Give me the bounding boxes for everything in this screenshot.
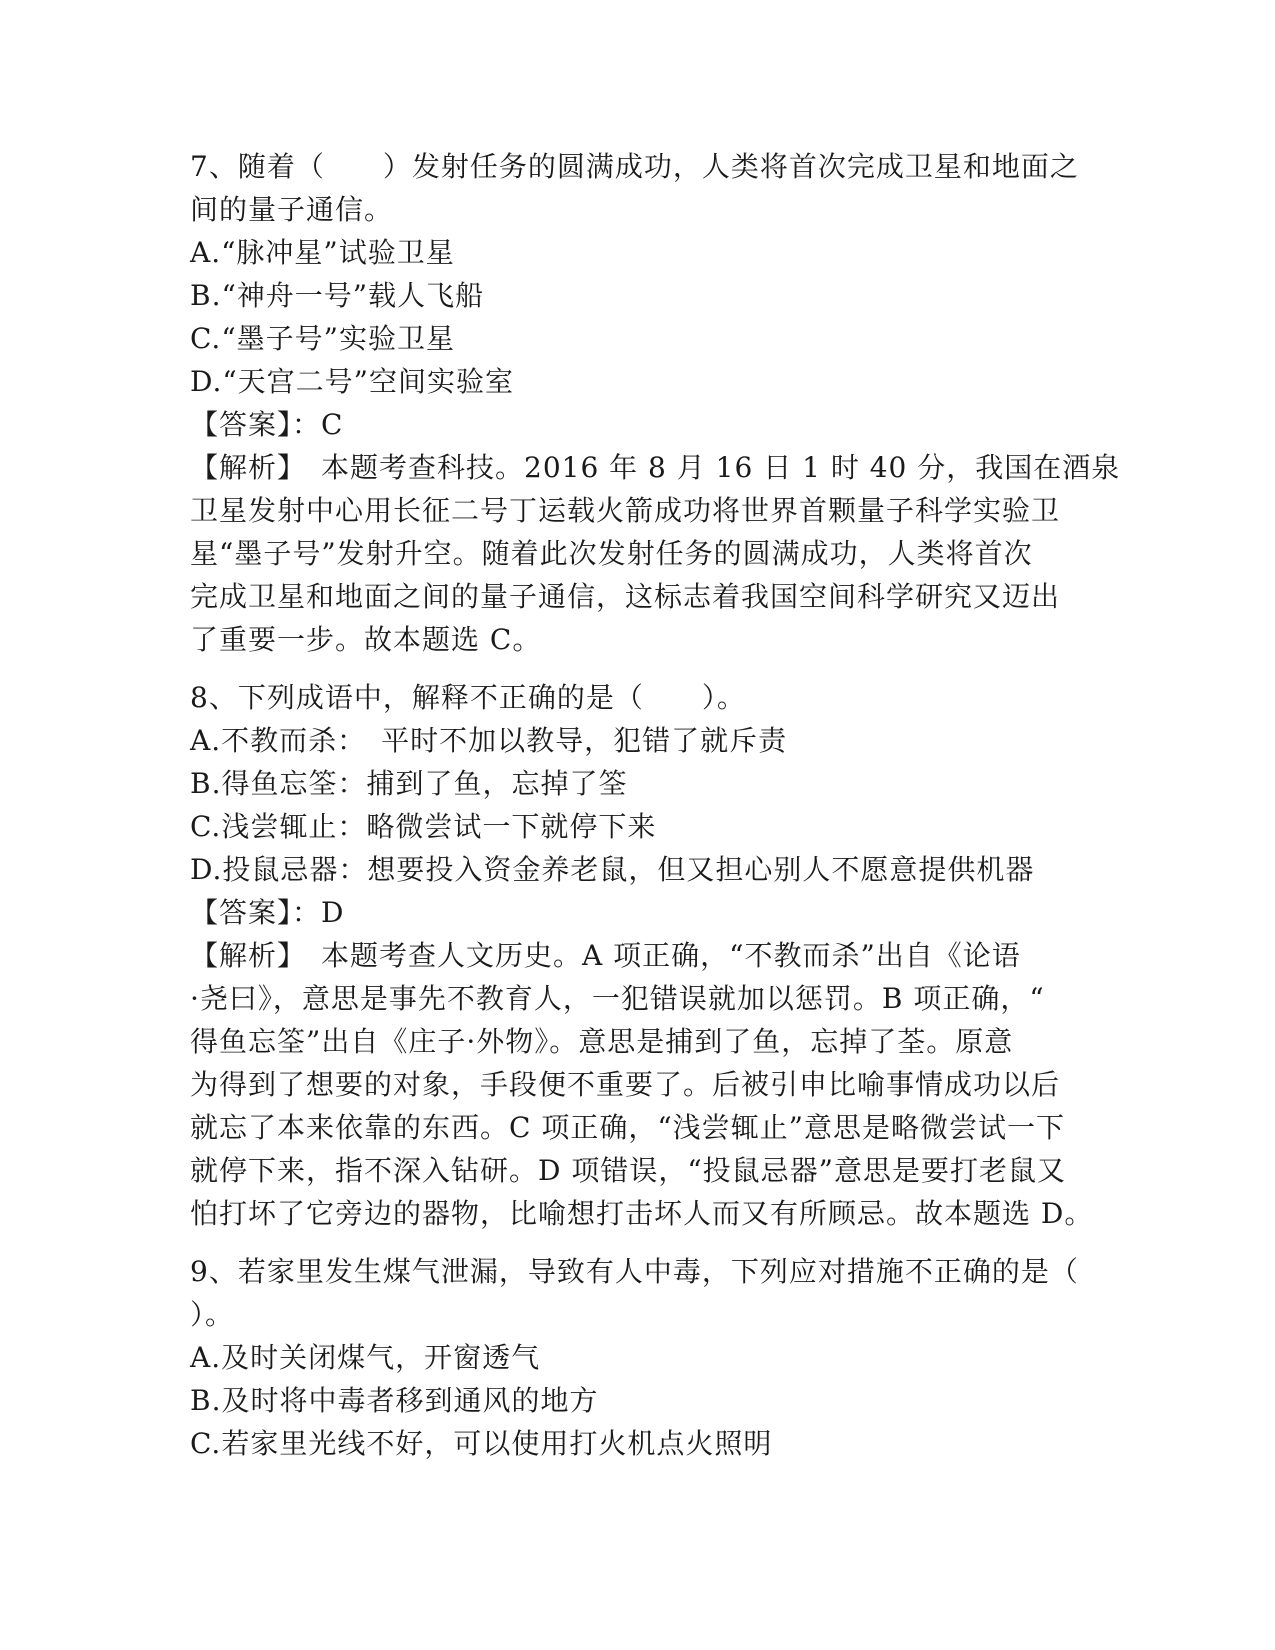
question-8 — [190, 676, 1094, 1235]
analysis-line: 怕打坏了它旁边的器物，比喻想打击坏人而又有所顾忌。故本题选 D。 — [190, 1197, 1094, 1230]
option-c: C.“墨子号”实验卫星 — [190, 322, 455, 355]
analysis-line: 了重要一步。故本题选 C。 — [190, 623, 542, 656]
analysis-line: 星“墨子号”发射升空。随着此次发射任务的圆满成功，人类将首次 — [190, 537, 1033, 570]
option-a: A.不教而杀： 平时不加以教导，犯错了就斥责 — [190, 724, 788, 757]
option-a: A.及时关闭煤气，开窗透气 — [190, 1341, 541, 1374]
analysis-line: 【解析】 本题考查科技。2016 年 8 月 16 日 1 时 40 分，我国在酒泉 — [190, 451, 1121, 484]
analysis-line: 就停下来，指不深入钻研。D 项错误，“投鼠忌器”意思是要打老鼠又 — [190, 1154, 1066, 1187]
question-stem: 7、随着（ ）发射任务的圆满成功，人类将首次完成卫星和地面之 — [190, 150, 1079, 183]
analysis-line: ·尧曰》，意思是事先不教育人，一犯错误就加以惩罚。B 项正确，“ — [190, 982, 1045, 1015]
question-9 — [190, 1250, 1090, 1465]
option-d: D.“天宫二号”空间实验室 — [190, 365, 514, 398]
analysis-line: 为得到了想要的对象，手段便不重要了。后被引申比喻事情成功以后 — [190, 1068, 1061, 1101]
option-d: D.投鼠忌器：想要投入资金养老鼠，但又担心别人不愿意提供机器 — [190, 853, 1035, 886]
spacer — [190, 1235, 1090, 1250]
question-stem: ）。 — [190, 1298, 235, 1331]
analysis-line: 得鱼忘筌”出自《庄子·外物》。意思是捕到了鱼，忘掉了荃。原意 — [190, 1025, 1014, 1058]
analysis-line: 【解析】 本题考查人文历史。A 项正确，“不教而杀”出自《论语 — [190, 939, 1021, 972]
analysis-line: 卫星发射中心用长征二号丁运载火箭成功将世界首颗量子科学实验卫 — [190, 494, 1061, 527]
spacer — [190, 661, 1090, 676]
option-c: C.若家里光线不好，可以使用打火机点火照明 — [190, 1427, 773, 1460]
option-b: B.及时将中毒者移到通风的地方 — [190, 1384, 599, 1417]
option-c: C.浅尝辄止：略微尝试一下就停下来 — [190, 810, 657, 843]
question-stem: 9、若家里发生煤气泄漏，导致有人中毒，下列应对措施不正确的是（ — [190, 1255, 1079, 1288]
option-b: B.“神舟一号”载人飞船 — [190, 279, 485, 312]
option-a: A.“脉冲星”试验卫星 — [190, 236, 455, 269]
analysis-line: 完成卫星和地面之间的量子通信，这标志着我国空间科学研究又迈出 — [190, 580, 1061, 613]
document-page — [190, 145, 1121, 1465]
question-stem: 8、下列成语中，解释不正确的是（ ）。 — [190, 681, 746, 714]
analysis-line: 就忘了本来依靠的东西。C 项正确，“浅尝辄止”意思是略微尝试一下 — [190, 1111, 1065, 1144]
question-stem: 间的量子通信。 — [190, 193, 394, 226]
answer-line: 【答案】：C — [190, 408, 344, 441]
question-7 — [190, 145, 1121, 661]
option-b: B.得鱼忘筌：捕到了鱼，忘掉了筌 — [190, 767, 628, 800]
answer-line: 【答案】：D — [190, 896, 345, 929]
